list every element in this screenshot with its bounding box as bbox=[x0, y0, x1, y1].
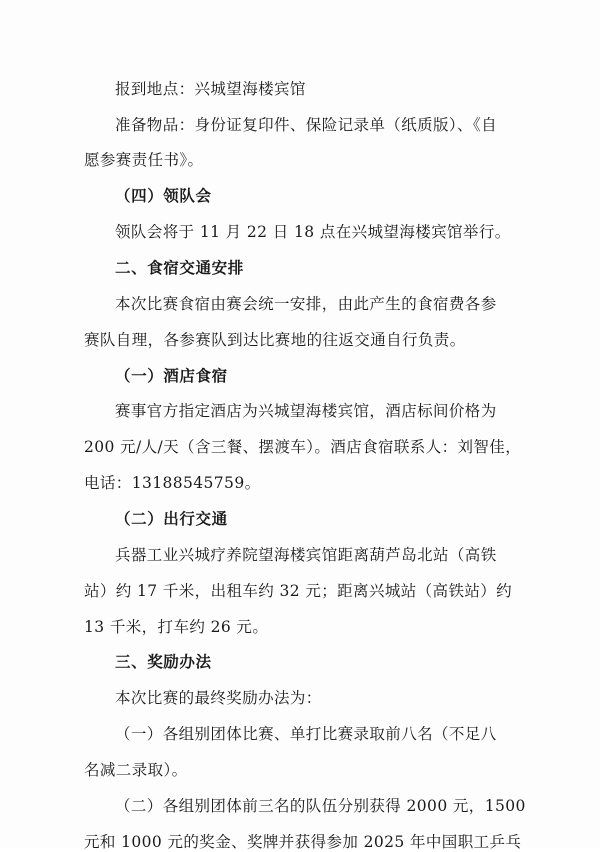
awards-item-1-line-2: 名减二录取）。 bbox=[84, 761, 188, 779]
section-heading-team-leader-meeting: （四）领队会 bbox=[115, 187, 212, 205]
accommodation-paragraph-line-1: 本次比赛食宿由赛会统一安排，由此产生的食宿费各参 bbox=[115, 295, 497, 313]
items-to-prepare-continuation: 愿参赛责任书》。 bbox=[84, 151, 204, 169]
report-location-line: 报到地点：兴城望海楼宾馆 bbox=[115, 80, 306, 98]
awards-item-2-line-1: （二）各组别团体前三名的队伍分别获得 2000 元，1500 bbox=[115, 797, 526, 815]
travel-paragraph-line-1: 兵器工业兴城疗养院望海楼宾馆距离葫芦岛北站（高铁 bbox=[115, 546, 497, 564]
section-heading-hotel: （一）酒店食宿 bbox=[115, 367, 228, 385]
travel-paragraph-line-3: 13 千米，打车约 26 元。 bbox=[84, 618, 269, 636]
travel-paragraph-line-2: 站）约 17 千米，出租车约 32 元；距离兴城站（高铁站）约 bbox=[84, 582, 513, 600]
awards-item-2-line-2: 元和 1000 元的奖金、奖牌并获得参加 2025 年中国职工乒乓 bbox=[84, 833, 522, 851]
items-to-prepare-line: 准备物品：身份证复印件、保险记录单（纸质版）、《自 bbox=[115, 116, 498, 134]
accommodation-paragraph-line-2: 赛队自理，各参赛队到达比赛地的往返交通自行负责。 bbox=[84, 331, 466, 349]
awards-intro-line: 本次比赛的最终奖励办法为： bbox=[115, 689, 322, 707]
section-heading-awards: 三、奖励办法 bbox=[115, 653, 212, 671]
hotel-paragraph-line-2: 200 元/人/天（含三餐、摆渡车）。酒店食宿联系人：刘智佳， bbox=[84, 438, 522, 456]
team-leader-meeting-line: 领队会将于 11 月 22 日 18 点在兴城望海楼宾馆举行。 bbox=[115, 223, 511, 241]
section-heading-travel: （二）出行交通 bbox=[115, 510, 228, 528]
section-heading-accommodation-transport: 二、食宿交通安排 bbox=[115, 259, 244, 277]
hotel-paragraph-line-1: 赛事官方指定酒店为兴城望海楼宾馆，酒店标间价格为 bbox=[115, 402, 497, 420]
hotel-phone-line: 电话：13188545759。 bbox=[84, 474, 261, 492]
awards-item-1-line-1: （一）各组别团体比赛、单打比赛录取前八名（不足八 bbox=[115, 725, 497, 743]
